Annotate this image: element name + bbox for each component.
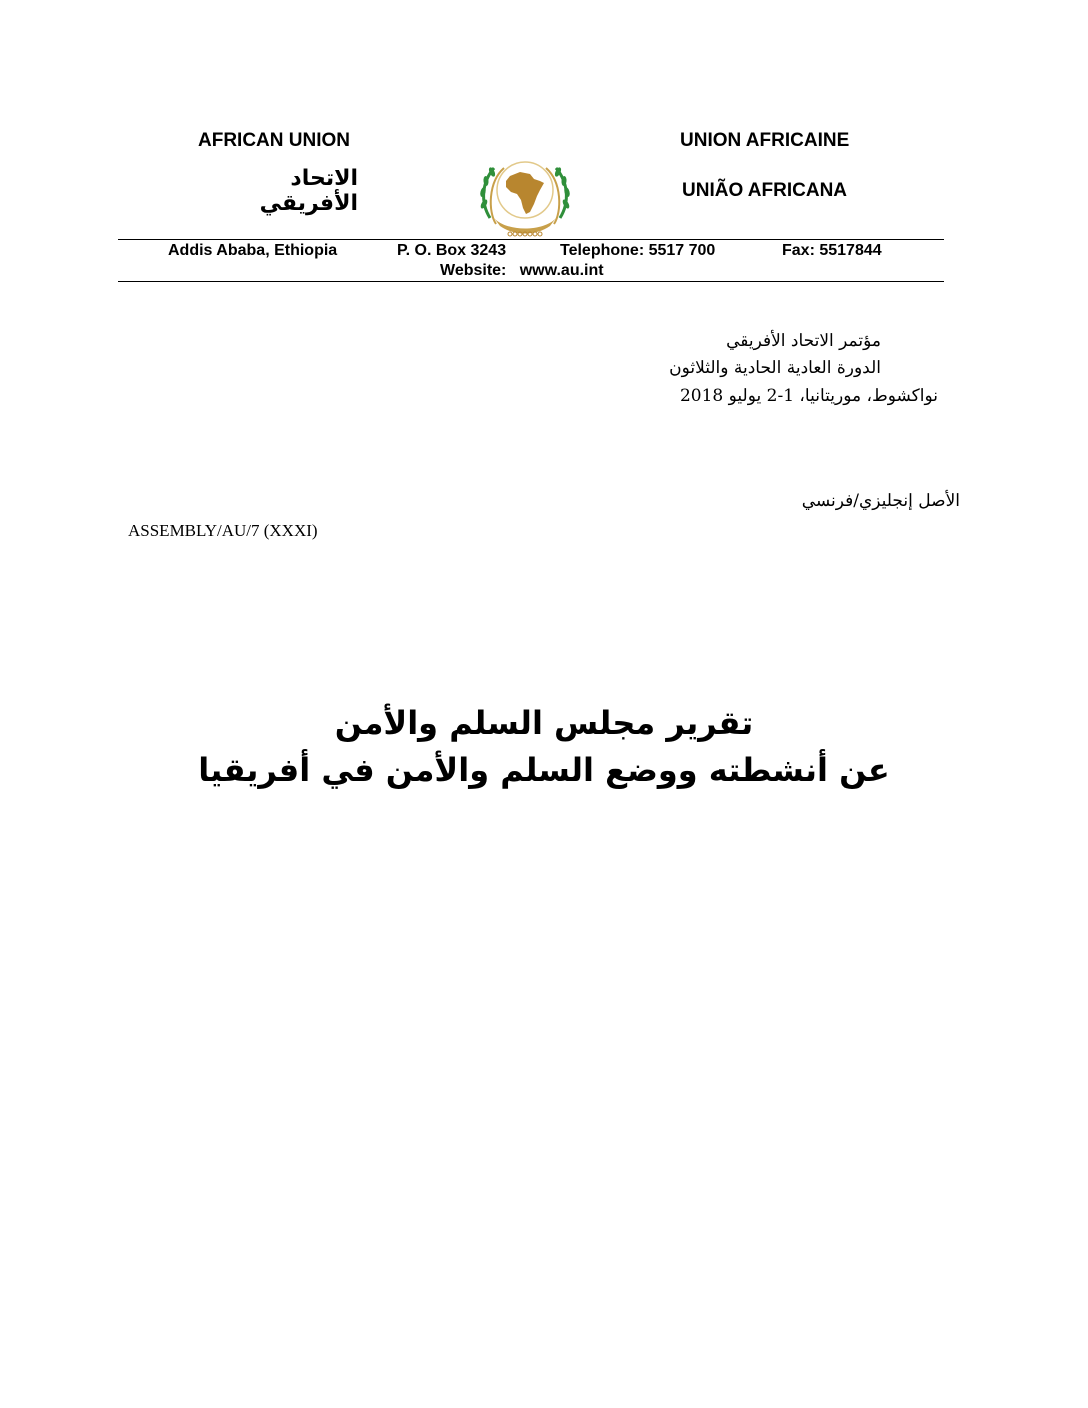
contact-po-box: P. O. Box 3243 [397, 242, 507, 259]
website-label: Website: [440, 262, 507, 279]
report-title-line2: عن أنشطته ووضع السلم والأمن في أفريقيا [198, 751, 890, 789]
org-name-english: AFRICAN UNION [198, 130, 350, 151]
african-union-emblem [474, 152, 576, 238]
header-rule-bottom [118, 281, 944, 282]
contact-website [440, 262, 604, 280]
org-name-french: UNION AFRICAINE [680, 130, 850, 151]
document-reference: ASSEMBLY/AU/7 (XXXI) [128, 521, 318, 540]
header-rule-top [118, 239, 944, 240]
meeting-title: مؤتمر الاتحاد الأفريقي [726, 331, 881, 351]
contact-fax: Fax: 5517844 [782, 242, 882, 259]
org-name-arabic: الاتحاد الأفريقي [259, 166, 358, 216]
contact-telephone: Telephone: 5517 700 [560, 242, 716, 259]
org-name-portuguese: UNIÃO AFRICANA [682, 180, 848, 201]
report-title-line1: تقرير مجلس السلم والأمن [334, 704, 754, 742]
contact-address: Addis Ababa, Ethiopia [168, 242, 338, 259]
meeting-session: الدورة العادية الحادية والثلاثون [669, 358, 881, 378]
original-language-note: الأصل إنجليزي/فرنسي [801, 491, 960, 511]
meeting-place-date: نواكشوط، موريتانيا، 1-2 يوليو 2018 [679, 386, 938, 406]
website-url: www.au.int [519, 262, 604, 279]
african-union-emblem-icon [474, 152, 576, 238]
